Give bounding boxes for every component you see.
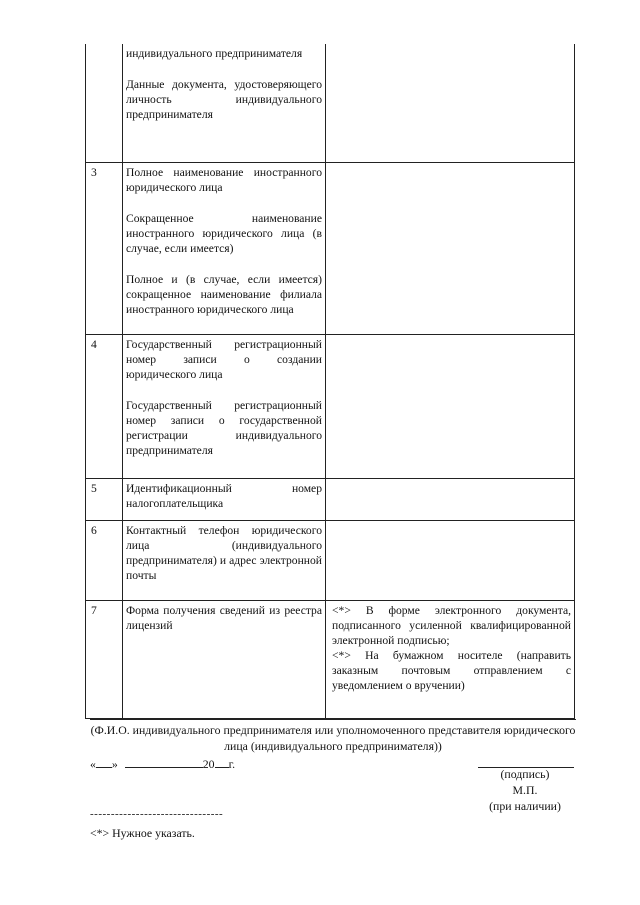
value-option[interactable]: <*> На бумажном носителе (направить заказным почтовым отправлением с уведомлением о вручении) xyxy=(332,648,571,692)
row-value-field[interactable] xyxy=(326,478,575,520)
label-paragraph: Форма получения сведений из реестра лицензий xyxy=(126,603,322,632)
label-paragraph: Государственный регистрационный номер записи о создании юридического лица xyxy=(126,337,322,381)
date-quote-open: « xyxy=(90,757,96,771)
year-prefix: 20 xyxy=(202,757,215,771)
signature-name-line xyxy=(90,719,576,720)
row-number: 6 xyxy=(86,520,123,600)
row-value-field[interactable] xyxy=(326,44,575,162)
table-row xyxy=(86,44,575,162)
label-paragraph: индивидуального предпринимателя xyxy=(126,47,303,60)
month-blank[interactable] xyxy=(125,756,203,768)
year-suffix: г. xyxy=(228,757,236,771)
row-value-field[interactable] xyxy=(326,334,575,478)
table-row xyxy=(86,600,575,718)
signature-caption: (Ф.И.О. индивидуального предпринимателя или уполномоченного представителя юридического лица (индивидуального предпринимателя)) xyxy=(90,723,576,753)
stamp-label: М.П. xyxy=(512,783,538,797)
row-label xyxy=(123,334,326,478)
footnote-text: <*> Нужное указать. xyxy=(90,826,195,840)
year-blank[interactable] xyxy=(215,756,229,768)
label-paragraph: Идентификационный номер налогоплательщика xyxy=(126,481,322,510)
table-row xyxy=(86,520,575,600)
table-row xyxy=(86,334,575,478)
label-paragraph: Полное и (в случае, если имеется) сокращенное наименование филиала иностранного юридического лица xyxy=(126,272,322,316)
date-quote-close: » xyxy=(111,757,118,771)
row-number: 4 xyxy=(86,334,123,478)
label-paragraph: Контактный телефон юридического лица (индивидуального предпринимателя) и адрес электронной почты xyxy=(126,523,322,582)
row-number: 7 xyxy=(86,600,123,718)
footnote-separator: -------------------------------- xyxy=(90,808,224,820)
application-table xyxy=(85,44,575,719)
date-line xyxy=(90,756,235,772)
row-label xyxy=(123,478,326,520)
row-label xyxy=(123,600,326,718)
row-label xyxy=(123,162,326,334)
label-paragraph: Полное наименование иностранного юридического лица xyxy=(126,165,322,194)
signature-block xyxy=(480,766,570,814)
row-number: 3 xyxy=(86,162,123,334)
row-number: 5 xyxy=(86,478,123,520)
signature-label: (подпись) xyxy=(500,767,550,781)
value-option[interactable]: <*> В форме электронного документа, подписанного усиленной квалифицированной электронной подписью; xyxy=(332,603,571,647)
table-row xyxy=(86,162,575,334)
row-label xyxy=(123,520,326,600)
label-paragraph: Сокращенное наименование иностранного юридического лица (в случае, если имеется) xyxy=(126,211,322,255)
row-value-field[interactable] xyxy=(326,162,575,334)
day-blank[interactable] xyxy=(96,756,112,768)
stamp-note: (при наличии) xyxy=(489,799,561,813)
table-row xyxy=(86,478,575,520)
row-value-field[interactable] xyxy=(326,520,575,600)
row-number xyxy=(86,44,123,162)
table-body xyxy=(86,44,575,718)
row-value-field[interactable] xyxy=(326,600,575,718)
label-paragraph: Данные документа, удостоверяющего личность индивидуального предпринимателя xyxy=(126,78,322,121)
label-paragraph: Государственный регистрационный номер записи о государственной регистрации индивидуального предпринимателя xyxy=(126,398,322,457)
row-label xyxy=(123,44,326,162)
